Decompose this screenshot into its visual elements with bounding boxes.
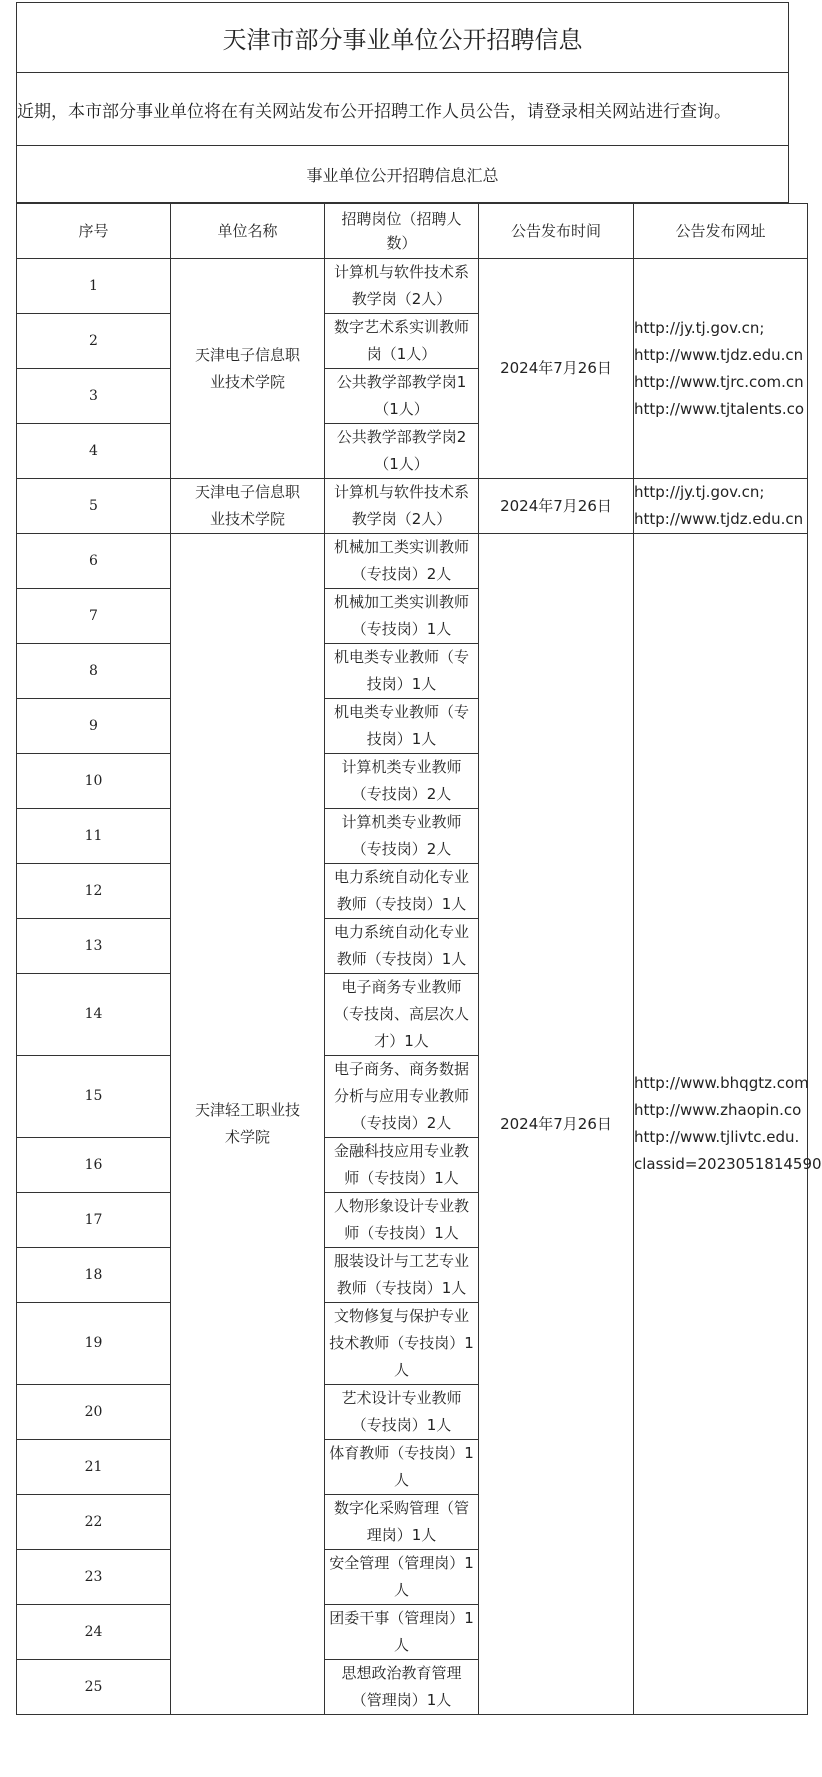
header-date: 公告发布时间 <box>479 204 634 259</box>
document-page <box>16 2 822 1715</box>
post-cell: 数字化采购管理（管理岗）1人 <box>325 1495 479 1550</box>
table-row <box>17 259 808 314</box>
recruitment-table <box>16 203 822 1715</box>
post-cell: 机电类专业教师（专技岗）1人 <box>325 699 479 754</box>
post-cell: 服装设计与工艺专业教师（专技岗）1人 <box>325 1248 479 1303</box>
intro-text: 近期，本市部分事业单位将在有关网站发布公开招聘工作人员公告，请登录相关网站进行查询。 <box>16 73 789 146</box>
header-post: 招聘岗位（招聘人数） <box>325 204 479 259</box>
post-cell: 电力系统自动化专业教师（专技岗）1人 <box>325 919 479 974</box>
post-cell: 电子商务专业教师（专技岗、高层次人才）1人 <box>325 974 479 1056</box>
table-body <box>17 259 822 1715</box>
row-number: 6 <box>17 534 171 589</box>
table-row <box>17 479 808 534</box>
post-cell: 文物修复与保护专业技术教师（专技岗）1人 <box>325 1303 479 1385</box>
row-number: 14 <box>17 974 171 1056</box>
post-cell: 公共教学部教学岗2（1人） <box>325 424 479 479</box>
post-cell: 电力系统自动化专业教师（专技岗）1人 <box>325 864 479 919</box>
post-cell: 思想政治教育管理（管理岗）1人 <box>325 1660 479 1715</box>
row-number: 11 <box>17 809 171 864</box>
row-number: 9 <box>17 699 171 754</box>
publish-date-cell: 2024年7月26日 <box>479 479 634 534</box>
row-number: 5 <box>17 479 171 534</box>
row-number: 19 <box>17 1303 171 1385</box>
post-cell: 体育教师（专技岗）1人 <box>325 1440 479 1495</box>
unit-name-cell: 天津轻工职业技术学院 <box>171 534 325 1715</box>
publish-date-cell: 2024年7月26日 <box>479 534 634 1715</box>
row-number: 22 <box>17 1495 171 1550</box>
row-number: 18 <box>17 1248 171 1303</box>
post-cell: 艺术设计专业教师（专技岗）1人 <box>325 1385 479 1440</box>
row-number: 23 <box>17 1550 171 1605</box>
publish-date-cell: 2024年7月26日 <box>479 259 634 479</box>
post-cell: 计算机类专业教师（专技岗）2人 <box>325 754 479 809</box>
row-number: 1 <box>17 259 171 314</box>
post-cell: 电子商务、商务数据分析与应用专业教师（专技岗）2人 <box>325 1056 479 1138</box>
page-title: 天津市部分事业单位公开招聘信息 <box>16 2 789 73</box>
row-number: 17 <box>17 1193 171 1248</box>
row-number: 25 <box>17 1660 171 1715</box>
row-number: 2 <box>17 314 171 369</box>
publish-url-cell[interactable]: http://www.bhqgtz.com http://www.zhaopin.co http://www.tjlivtc.edu. classid=2023051814590 <box>634 534 808 1715</box>
row-number: 3 <box>17 369 171 424</box>
row-number: 21 <box>17 1440 171 1495</box>
row-number: 12 <box>17 864 171 919</box>
post-cell: 计算机与软件技术系教学岗（2人） <box>325 479 479 534</box>
row-number: 10 <box>17 754 171 809</box>
publish-url-cell[interactable]: http://jy.tj.gov.cn; http://www.tjdz.edu.cn http://www.tjrc.com.cn http://www.tjtalents.co <box>634 259 808 479</box>
row-number: 15 <box>17 1056 171 1138</box>
unit-name-cell: 天津电子信息职业技术学院 <box>171 259 325 479</box>
table-subtitle: 事业单位公开招聘信息汇总 <box>16 146 789 203</box>
table-header-row <box>17 204 808 259</box>
post-cell: 机械加工类实训教师（专技岗）2人 <box>325 534 479 589</box>
table-container <box>16 203 822 1715</box>
row-number: 8 <box>17 644 171 699</box>
row-number: 24 <box>17 1605 171 1660</box>
post-cell: 安全管理（管理岗）1人 <box>325 1550 479 1605</box>
row-number: 16 <box>17 1138 171 1193</box>
table-row <box>17 534 808 589</box>
post-cell: 人物形象设计专业教师（专技岗）1人 <box>325 1193 479 1248</box>
row-number: 20 <box>17 1385 171 1440</box>
post-cell: 计算机类专业教师（专技岗）2人 <box>325 809 479 864</box>
row-number: 13 <box>17 919 171 974</box>
row-number: 4 <box>17 424 171 479</box>
header-url: 公告发布网址 <box>634 204 808 259</box>
post-cell: 金融科技应用专业教师（专技岗）1人 <box>325 1138 479 1193</box>
publish-url-cell[interactable]: http://jy.tj.gov.cn; http://www.tjdz.edu.cn <box>634 479 808 534</box>
post-cell: 团委干事（管理岗）1人 <box>325 1605 479 1660</box>
post-cell: 机械加工类实训教师（专技岗）1人 <box>325 589 479 644</box>
header-no: 序号 <box>17 204 171 259</box>
row-number: 7 <box>17 589 171 644</box>
post-cell: 计算机与软件技术系教学岗（2人） <box>325 259 479 314</box>
post-cell: 数字艺术系实训教师岗（1人） <box>325 314 479 369</box>
unit-name-cell: 天津电子信息职业技术学院 <box>171 479 325 534</box>
header-unit: 单位名称 <box>171 204 325 259</box>
post-cell: 机电类专业教师（专技岗）1人 <box>325 644 479 699</box>
post-cell: 公共教学部教学岗1（1人） <box>325 369 479 424</box>
